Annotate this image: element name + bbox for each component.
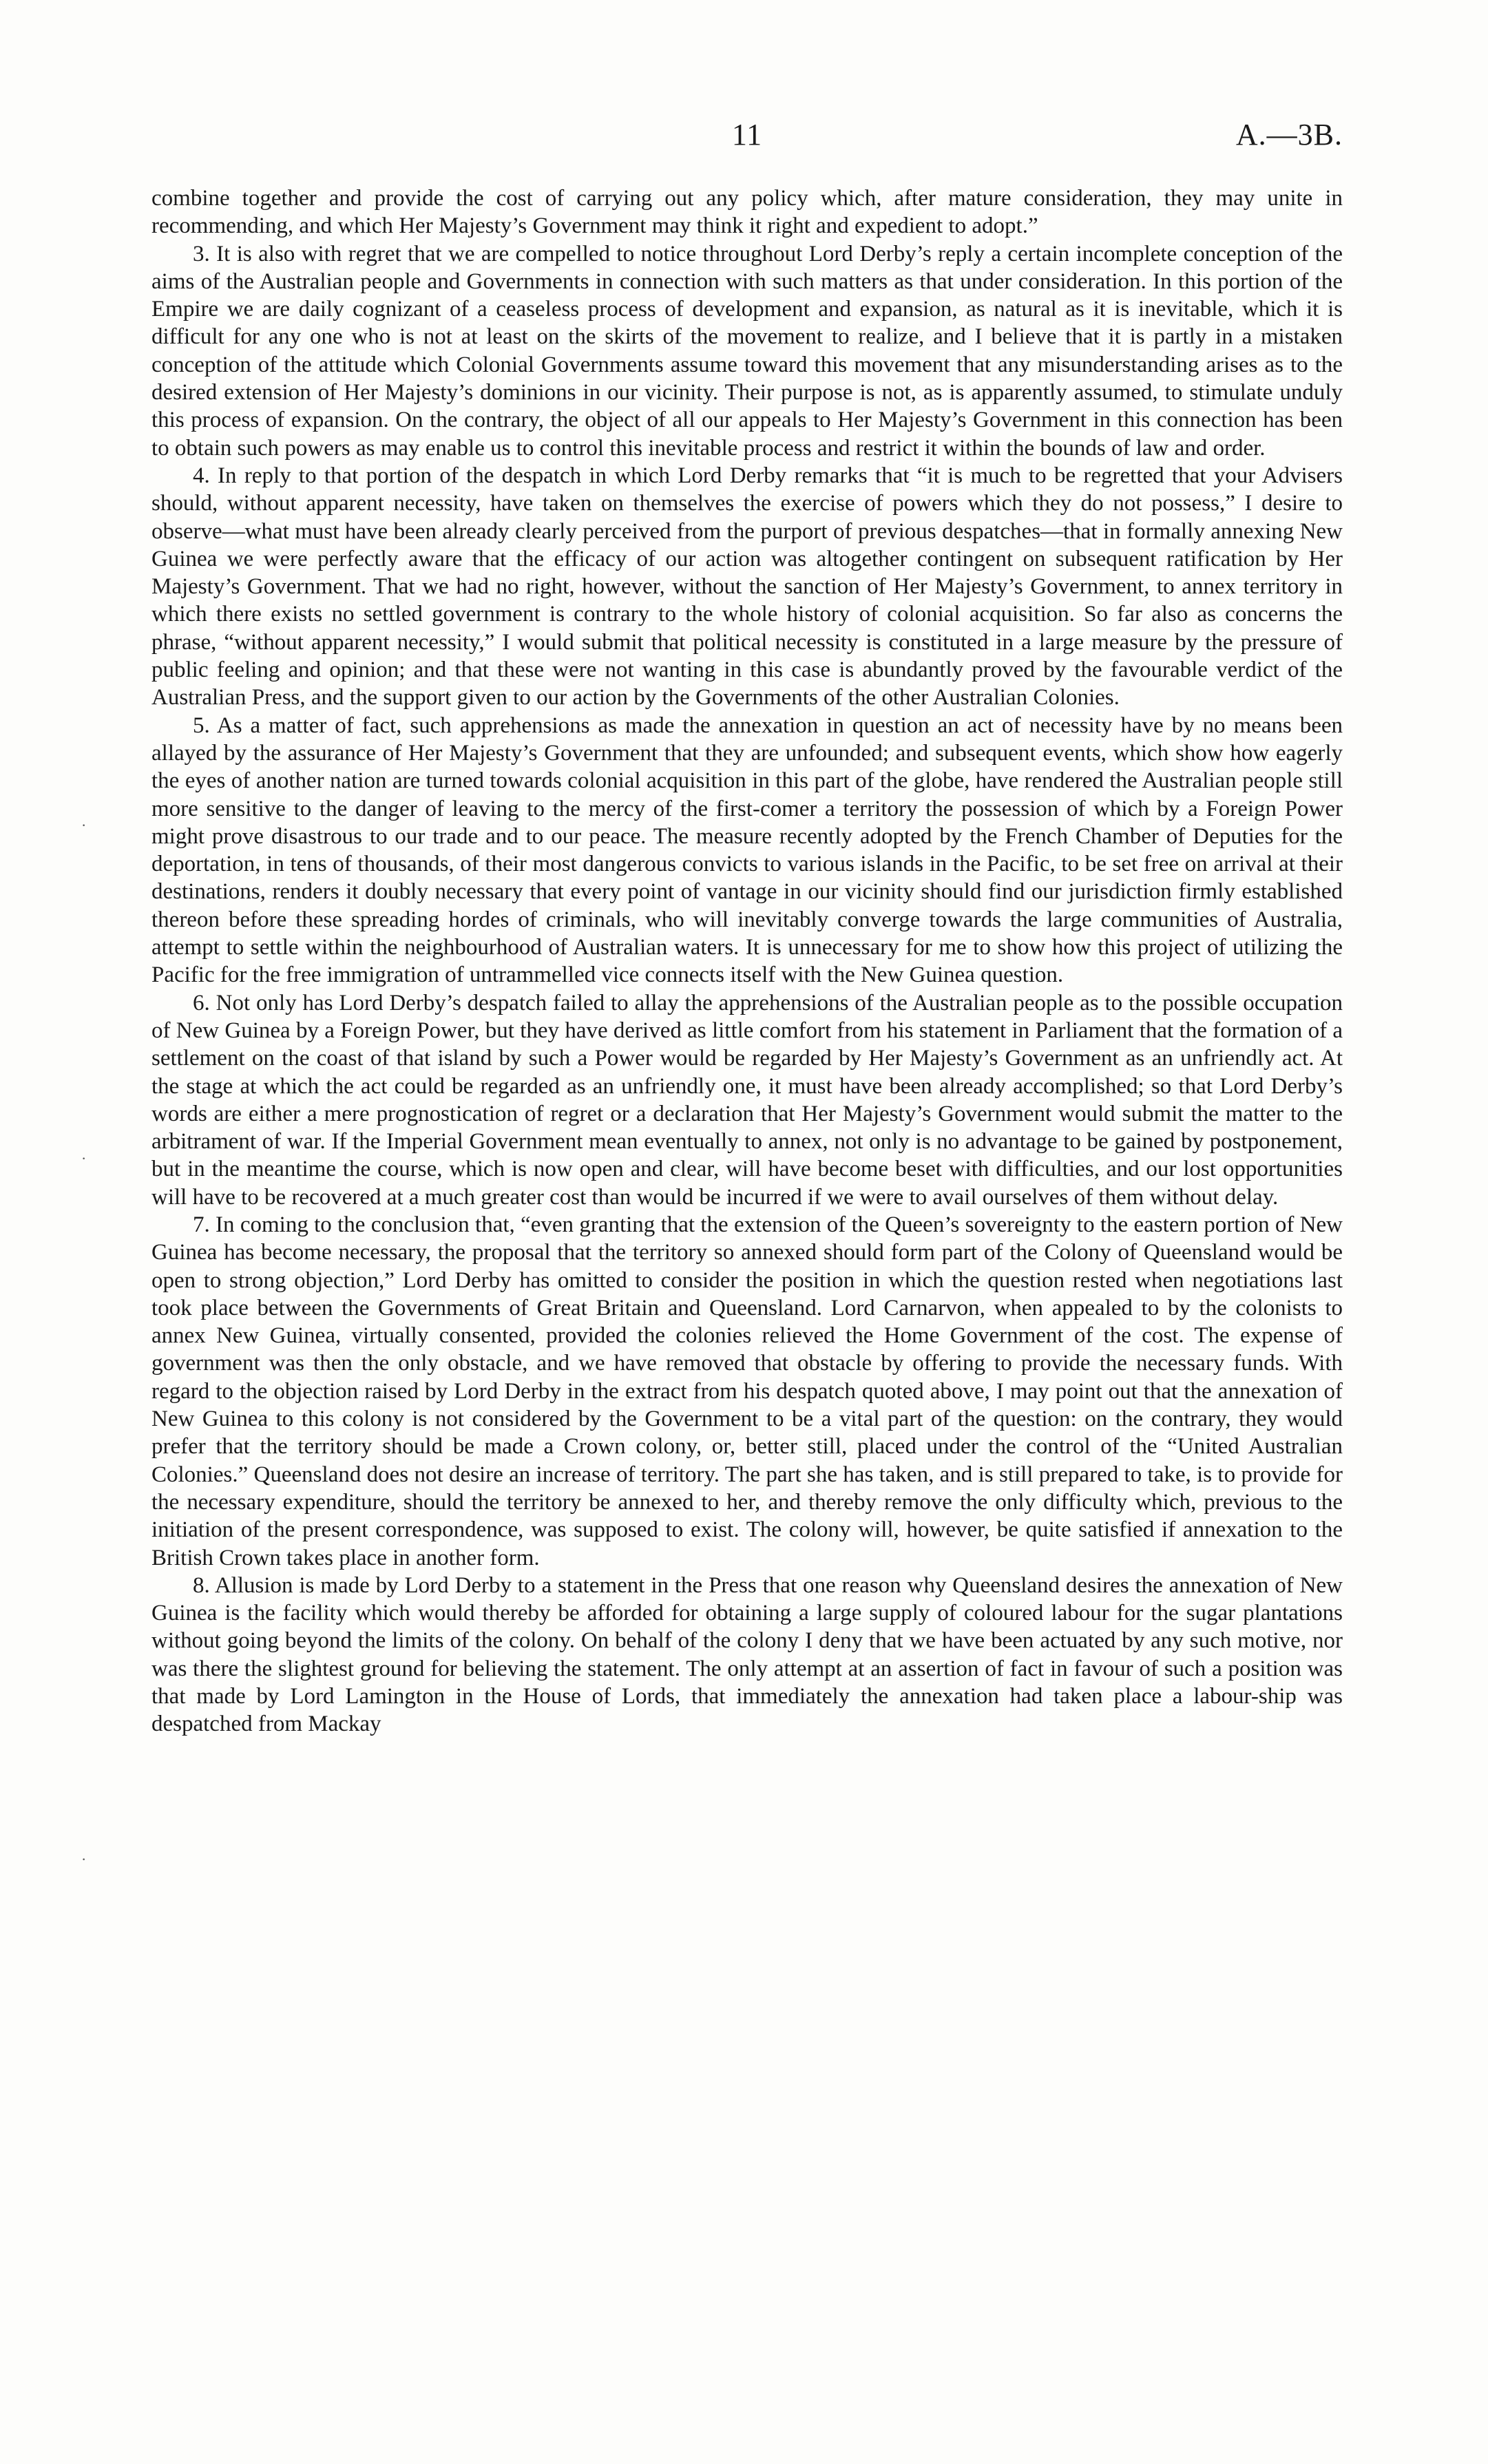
paragraph-8: 8. Allusion is made by Lord Derby to a statement in the Press that one reason why Queensland desires the annexation of New Guinea is the facility which would thereby be afforded for obtaining a large supply of coloured labour for the sugar plantations without going beyond the limits of the colony. On behalf of the colony I deny that we have been actuated by any such motive, nor was there the slightest ground for believing the statement. The only attempt at an assertion of fact in favour of such a position was that made by Lord Lamington in the House of Lords, that immediately the annexation had taken place a labour-ship was despatched from Mackay (151, 1572, 1343, 1737)
paragraph-5: 5. As a matter of fact, such apprehensions as made the annexation in question an act of necessity have by no means been allayed by the assurance of Her Majesty’s Government that they are unfounded; and subsequent events, which show how eagerly the eyes of another nation are turned towards colonial acquisition in this part of the globe, have rendered the Australian people still more sensitive to the danger of leaving to the mercy of the first-comer a territory the possession of which by a Foreign Power might prove disastrous to our trade and to our peace. The measure recently adopted by the French Chamber of Deputies for the deportation, in tens of thousands, of their most dangerous convicts to various islands in the Pacific, to be set free on arrival at their destinations, renders it doubly necessary that every point of vantage in our vicinity should find our jurisdiction firmly established thereon before these spreading hordes of criminals, who will inevitably converge towards the large communities of Australia, attempt to settle within the neighbourhood of Australian waters. It is unnecessary for me to show how this project of utilizing the Pacific for the free immigration of untrammelled vice connects itself with the New Guinea question. (151, 713, 1343, 988)
paragraph-continuation: combine together and provide the cost of carrying out any policy which, after mature consideration, they may unite in recommending, and which Her Majesty’s Government may think it right and expedient to adopt.” (151, 186, 1343, 239)
margin-mark: · (81, 817, 87, 834)
paragraph-3: 3. It is also with regret that we are compelled to notice throughout Lord Derby’s reply a certain incomplete conception of the aims of the Australian people and Governments in connection with such matters as that under consideration. In this portion of the Empire we are daily cognizant of a ceaseless process of development and expansion, as natural as it is inevitable, which it is difficult for any one who is not at least on the skirts of the movement to realize, and I believe that it is partly in a mistaken conception of the attitude which Colonial Governments assume toward this movement that any misunderstanding arises as to the desired extension of Her Majesty’s dominions in our vicinity. Their purpose is not, as is apparently assumed, to stimulate unduly this process of expansion. On the contrary, the object of all our appeals to Her Majesty’s Government in this connection has been to obtain such powers as may enable us to control this inevitable process and restrict it within the bounds of law and order. (151, 241, 1343, 461)
body-text (151, 185, 1343, 1738)
paragraph-4: 4. In reply to that portion of the despatch in which Lord Derby remarks that “it is much to be regretted that your Advisers should, without apparent necessity, have taken on themselves the exercise of powers which they do not possess,” I desire to observe—what must have been already clearly perceived from the purport of previous despatches—that in formally annexing New Guinea we were perfectly aware that the efficacy of our action was altogether contingent on subsequent ratification by Her Majesty’s Government. That we had no right, however, without the sanction of Her Majesty’s Government, to annex territory in which there exists no settled government is contrary to the whole history of colonial acquisition. So far also as concerns the phrase, “without apparent necessity,” I would submit that political necessity is constituted in a large measure by the pressure of public feeling and opinion; and that these were not wanting in this case is abundantly proved by the favourable verdict of the Australian Press, and the support given to our action by the Governments of the other Australian Colonies. (151, 463, 1343, 710)
document-reference: A.—3B. (1235, 118, 1343, 151)
page-number: 11 (731, 118, 763, 151)
margin-mark: · (81, 1150, 87, 1167)
paragraph-7: 7. In coming to the conclusion that, “even granting that the extension of the Queen’s sovereignty to the eastern portion of New Guinea has become necessary, the proposal that the territory so annexed should form part of the Colony of Queensland would be open to strong objection,” Lord Derby has omitted to consider the position in which the question rested when negotiations last took place between the Governments of Great Britain and Queensland. Lord Carnarvon, when appealed to by the colonists to annex New Guinea, virtually consented, provided the colonies relieved the Home Government of the cost. The expense of government was then the only obstacle, and we have removed that obstacle by offering to provide the necessary funds. With regard to the objection raised by Lord Derby in the extract from his despatch quoted above, I may point out that the annexation of New Guinea to this colony is not considered by the Government to be a vital part of the question: on the contrary, they would prefer that the territory should be made a Crown colony, or, better still, placed under the control of the “United Australian Colonies.” Queensland does not desire an increase of territory. The part she has taken, and is still prepared to take, is to provide for the necessary expenditure, should the territory be annexed to her, and thereby remove the only difficulty which, previous to the initiation of the present correspondence, was supposed to exist. The colony will, however, be quite satisfied if annexation to the British Crown takes place in another form. (151, 1212, 1343, 1570)
page-header (151, 117, 1343, 165)
margin-mark: · (81, 1851, 87, 1868)
paragraph-6: 6. Not only has Lord Derby’s despatch failed to allay the apprehensions of the Australian people as to the possible occupation of New Guinea by a Foreign Power, but they have derived as little comfort from his statement in Parliament that the formation of a settlement on the coast of that island by such a Power would be regarded by Her Majesty’s Government as an unfriendly act. At the stage at which the act could be regarded as an unfriendly one, it must have been already accomplished; so that Lord Derby’s words are either a mere prognostication of regret or a declaration that Her Majesty’s Government would submit the matter to the arbitrament of war. If the Imperial Government mean eventually to annex, not only is no advantage to be gained by postponement, but in the meantime the course, which is now open and clear, will have become beset with difficulties, and our lost opportunities will have to be recovered at a much greater cost than would be incurred if we were to avail ourselves of them without delay. (151, 990, 1343, 1210)
